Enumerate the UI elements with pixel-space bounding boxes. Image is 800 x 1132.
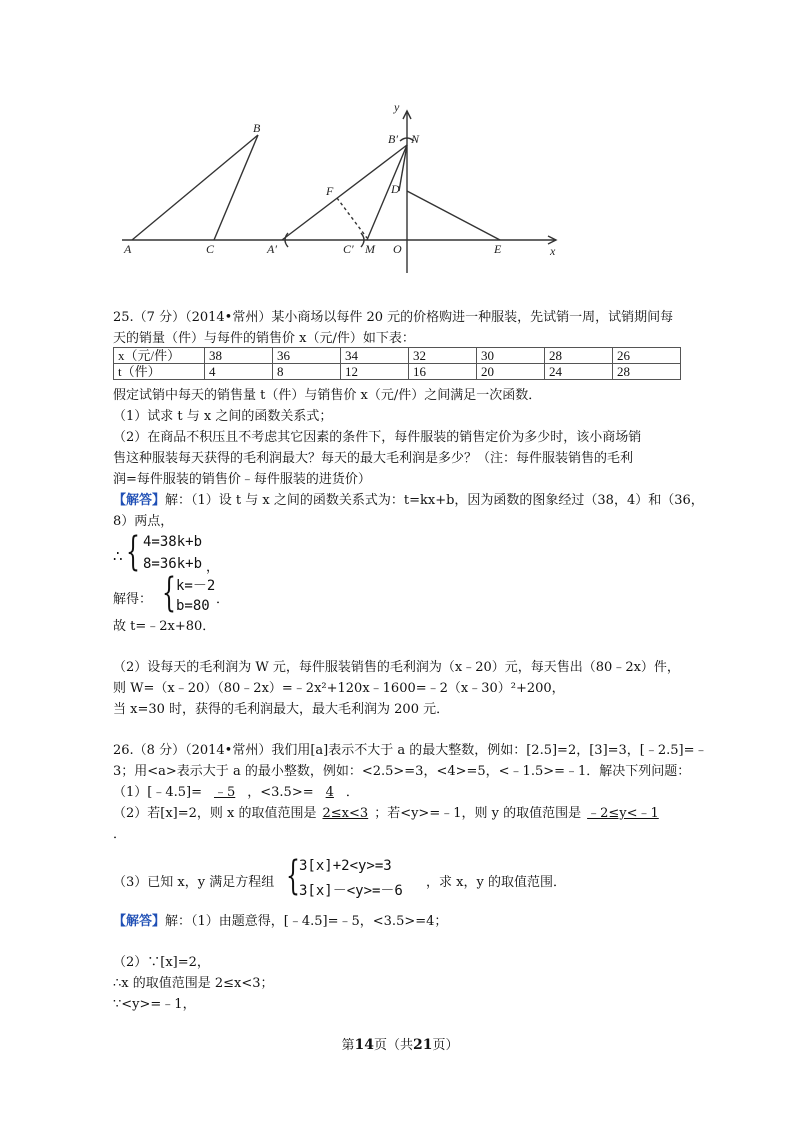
table-cell: x（元/件） xyxy=(114,348,205,364)
label-C: C xyxy=(206,242,215,256)
label-y: y xyxy=(394,100,400,114)
q26-sol2-line1: （2）∵[x]=2， xyxy=(113,955,210,970)
q25-solution-line1 xyxy=(113,489,704,513)
system1-eq1: 4=38k+b xyxy=(143,534,203,550)
label-A-prime: A′ xyxy=(267,242,277,256)
table-cell: 30 xyxy=(477,348,545,364)
q26-p1-end: ． xyxy=(345,785,359,800)
table-cell: 26 xyxy=(613,348,681,364)
q25-part2-line2: 售这种服装每天获得的毛利润最大？每天的最大毛利润是多少？（注：每件服装销售的毛利 xyxy=(113,451,634,466)
segment-B'C' xyxy=(367,145,407,240)
q25-intro-line2: 天的销量（件）与每件的销售价 x（元/件）如下表： xyxy=(113,331,415,346)
page-footer xyxy=(0,1034,800,1053)
table-cell: 24 xyxy=(545,364,613,380)
q25-line3: 假定试销中每天的销售量 t（件）与销售价 x（元/件）之间满足一次函数． xyxy=(113,388,542,403)
table-cell: 8 xyxy=(273,364,341,380)
table-cell: 20 xyxy=(477,364,545,380)
brace-symbol: { xyxy=(126,529,140,575)
q25-sol2-line3: 当 x=30 时，获得的毛利润最大，最大毛利润为 200 元． xyxy=(113,702,450,717)
price-sales-table xyxy=(113,347,681,380)
q25-sol2-line2: 则 W=（x﹣20）（80﹣2x）=﹣2x²+120x﹣1600=﹣2（x﹣30）²+200， xyxy=(113,681,565,696)
q26-solution-line1 xyxy=(113,910,447,934)
q26-part2-dot: ． xyxy=(113,827,127,842)
q26-sol1-text: 解：（1）由题意得，[﹣4.5]=﹣5，<3.5>=4； xyxy=(165,914,448,929)
system3-eq1: 3[x]+2<y>=3 xyxy=(299,858,392,874)
table-cell: 4 xyxy=(205,364,273,380)
q26-p1-middle: ，<3.5>= xyxy=(247,785,314,800)
system2-eq1: k=－2 xyxy=(176,578,216,594)
label-N: N xyxy=(411,132,420,146)
q25-part2-line3: 润=每件服装的销售价﹣每件服装的进货价） xyxy=(113,472,371,487)
table-row xyxy=(114,364,681,380)
table-cell: 16 xyxy=(409,364,477,380)
q25-part2-line1: （2）在商品不积压且不考虑其它因素的条件下，每件服装的销售定价为多少时，该小商场销 xyxy=(113,430,642,445)
footer-middle: 页（共 xyxy=(373,1038,413,1053)
q26-part3-suffix: ，求 x，y 的取值范围． xyxy=(426,875,566,890)
table-cell: 28 xyxy=(545,348,613,364)
q26-part3-prefix: （3）已知 x，y 满足方程组 xyxy=(113,875,275,890)
label-O: O xyxy=(393,242,402,256)
geometry-figure xyxy=(110,95,570,275)
q25-solution-line2: 8）两点， xyxy=(113,514,174,529)
label-D: D xyxy=(391,182,400,196)
label-x: x xyxy=(550,244,556,258)
brace-symbol: { xyxy=(286,853,300,899)
segment-DE xyxy=(407,191,500,240)
footer-suffix: 页） xyxy=(432,1038,459,1053)
q26-intro-line2: 3；用<a>表示大于 a 的最小整数，例如：<2.5>=3，<4>=5，<﹣1.5>=﹣1．解决下列问题： xyxy=(113,764,691,779)
table-cell: 34 xyxy=(341,348,409,364)
system1-comma: ， xyxy=(206,560,220,575)
q26-p2-prefix: （2）若[x]=2，则 x 的取值范围是 xyxy=(113,806,317,821)
answer-tag: 【解答】 xyxy=(113,493,166,508)
footer-prefix: 第 xyxy=(341,1038,355,1053)
answer-blank: 2≤x<3 xyxy=(322,806,369,821)
page-number: 14 xyxy=(354,1037,374,1053)
label-M: M xyxy=(365,242,375,256)
segment-A'B' xyxy=(282,145,407,240)
answer-tag: 【解答】 xyxy=(113,914,166,929)
q26-p1-prefix: （1）[﹣4.5]= xyxy=(113,785,202,800)
q25-sol1-text: 解：（1）设 t 与 x 之间的函数关系式为：t=kx+b，因为函数的图象经过（38，4）和（36， xyxy=(165,493,704,508)
table-row xyxy=(114,348,681,364)
system2-eq2: b=80 xyxy=(176,598,210,614)
label-A: A xyxy=(124,242,132,256)
label-E: E xyxy=(494,242,502,256)
answer-blank: 4 xyxy=(325,785,334,800)
system2-dot: ． xyxy=(216,592,230,607)
system1-eq2: 8=36k+b xyxy=(143,556,203,572)
q25-intro-line1: 25.（7 分）（2014•常州）某小商场以每件 20 元的价格购进一种服装，先试销一周，试销期间每 xyxy=(113,310,674,325)
segment-AB xyxy=(132,135,258,240)
table-cell: 36 xyxy=(273,348,341,364)
label-C-prime: C′ xyxy=(343,242,354,256)
q25-part1: （1）试求 t 与 x 之间的函数关系式； xyxy=(113,409,333,424)
answer-blank: ﹣2≤y<﹣1 xyxy=(587,806,659,821)
table-cell: 12 xyxy=(341,364,409,380)
q25-sol2-line1: （2）设每天的毛利润为 W 元，每件服装销售的毛利润为（x﹣20）元，每天售出（80﹣2x）件， xyxy=(113,660,680,675)
solved-label: 解得： xyxy=(113,592,153,607)
segment-BC xyxy=(214,135,258,240)
table-cell: 28 xyxy=(613,364,681,380)
label-B: B xyxy=(253,121,261,135)
q26-part2 xyxy=(113,802,665,826)
q25-solution-result: 故 t=﹣2x+80． xyxy=(113,619,216,634)
brace-symbol: { xyxy=(162,570,176,616)
q26-sol2-line2: ∴x 的取值范围是 2≤x<3； xyxy=(113,976,274,991)
table-cell: 32 xyxy=(409,348,477,364)
therefore-symbol: ∴ xyxy=(113,547,123,565)
table-cell: 38 xyxy=(205,348,273,364)
page-total: 21 xyxy=(413,1037,433,1053)
answer-blank: ﹣5 xyxy=(213,785,236,800)
label-F: F xyxy=(326,184,334,198)
segment-FM xyxy=(337,198,367,238)
q26-intro-line1: 26.（8 分）（2014•常州）我们用[a]表示不大于 a 的最大整数，例如：[2.5]=2，[3]=3，[﹣2.5]=﹣ xyxy=(113,743,708,758)
table-cell: t（件） xyxy=(114,364,205,380)
segment-ND xyxy=(399,145,407,191)
q26-sol2-line3: ∵<y>=﹣1， xyxy=(113,997,196,1012)
q26-p2-middle: ；若<y>=﹣1，则 y 的取值范围是 xyxy=(374,806,582,821)
label-B-prime: B′ xyxy=(388,132,398,146)
system3-eq2: 3[x]－<y>=－6 xyxy=(299,883,403,899)
